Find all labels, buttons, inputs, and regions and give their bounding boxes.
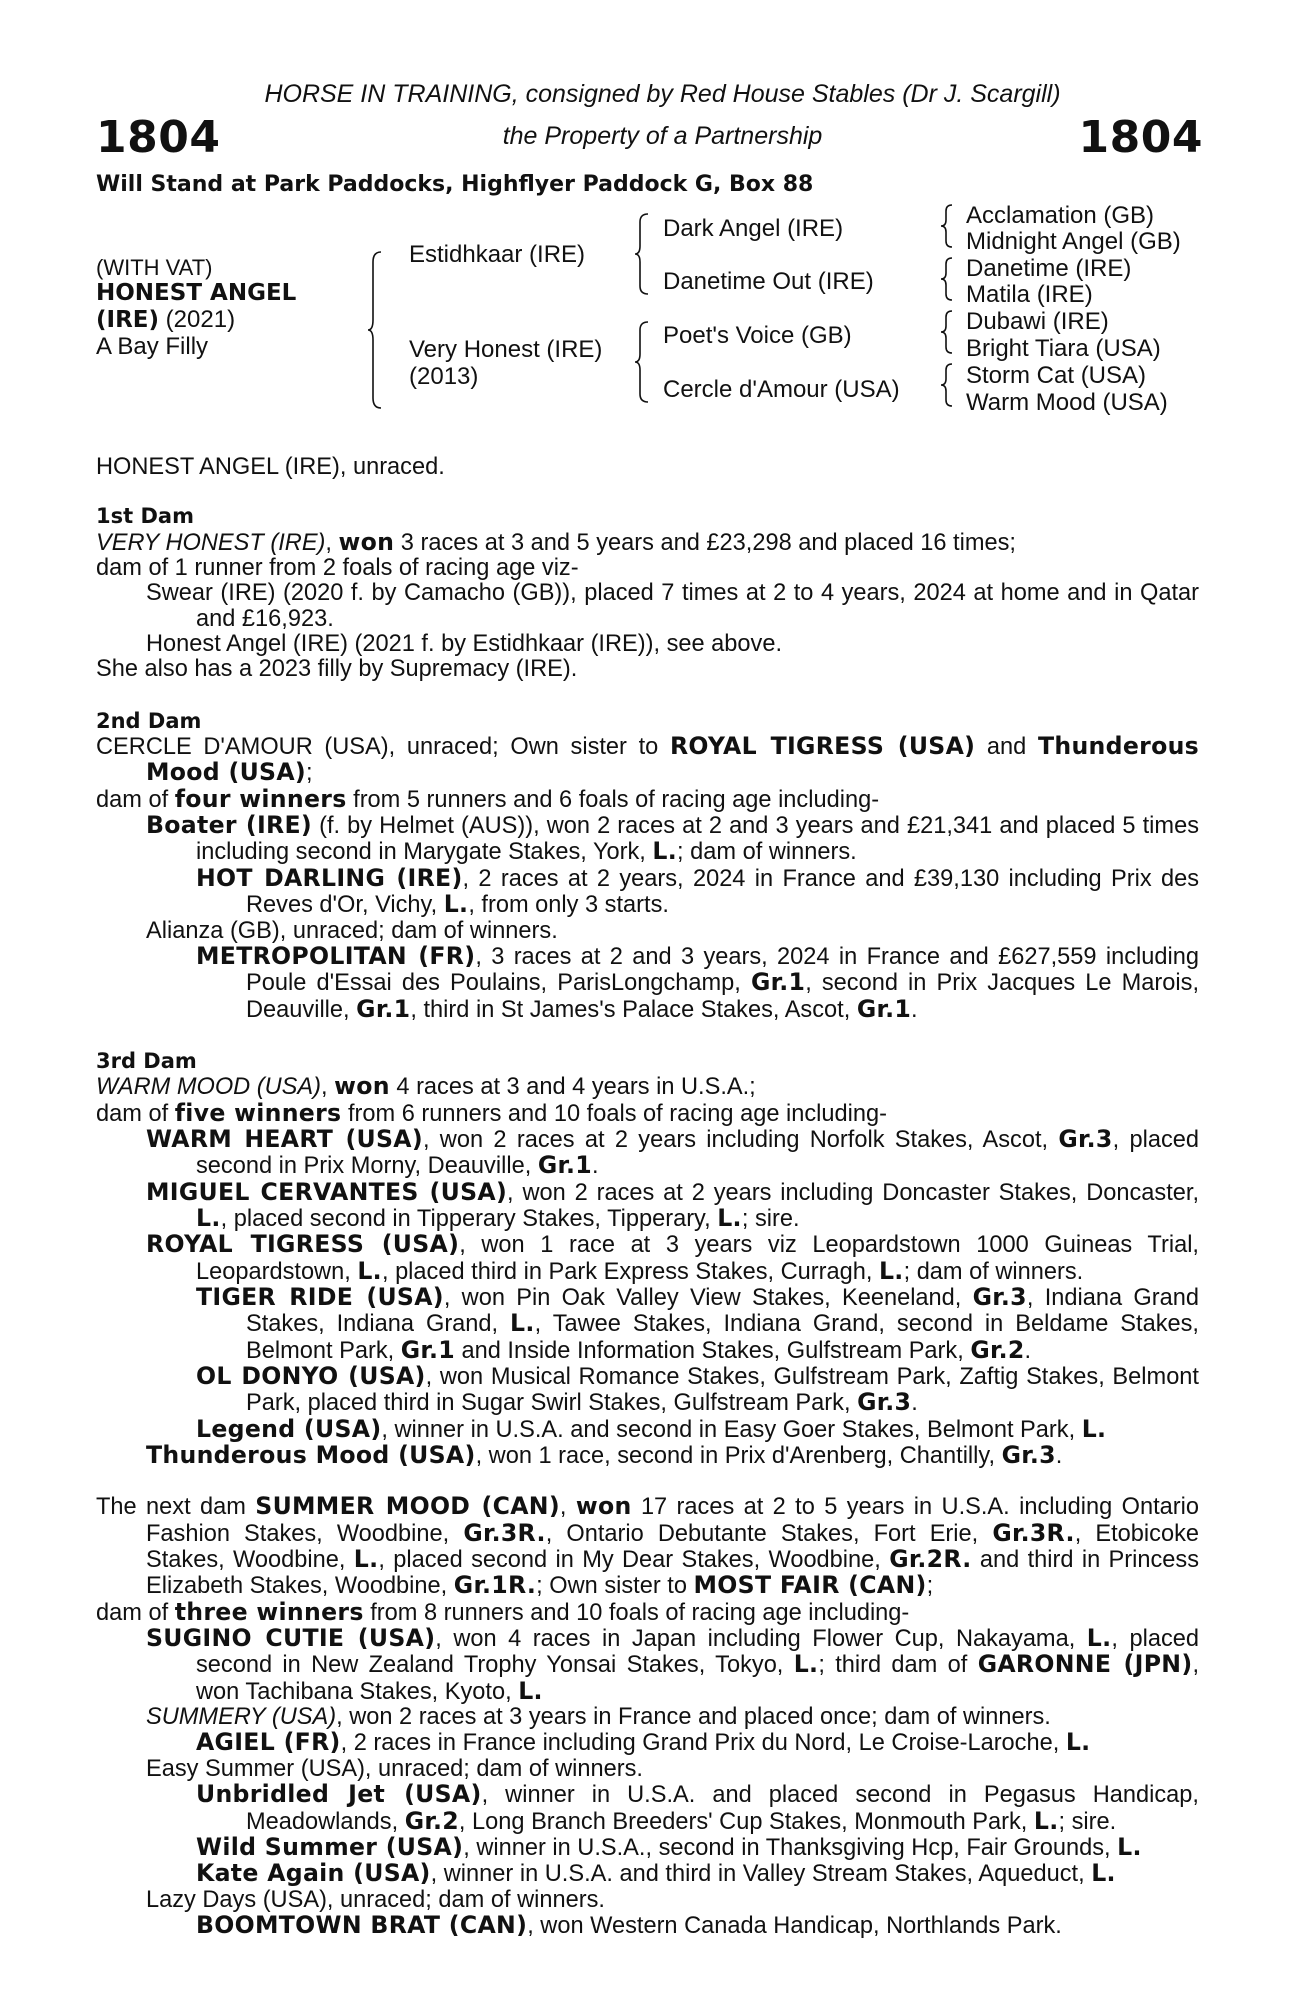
produce-entry — [96, 1910, 1199, 1939]
pedigree-brace-g3 — [940, 309, 954, 355]
produce-entry — [96, 1832, 1199, 1861]
horse-name: SUMMER MOOD (CAN) — [255, 1492, 560, 1521]
produce-entry — [96, 1861, 1199, 1887]
horse-country: (IRE) — [96, 307, 160, 333]
text: , won Western Canada Handicap, Northlands Park. — [527, 1912, 1062, 1939]
pedigree-dam-year: (2013) — [409, 363, 479, 390]
produce-entry — [96, 1414, 1199, 1443]
race-grade: L. — [443, 890, 469, 919]
race-grade: Gr.1 — [750, 968, 806, 997]
spacer — [96, 1469, 1199, 1494]
text: (f. by Helmet (AUS)), won 2 races at 2 and 3 years and £21,341 and placed 5 times including second in Marygate Stakes, York, — [196, 813, 1199, 866]
produce-entry — [96, 1443, 1199, 1469]
first-dam-heading: 1st Dam — [96, 504, 194, 529]
race-grade: Gr.1 — [856, 994, 912, 1023]
text: , 2 races at 2 years, 2024 in France and £39,130 including Prix des Reves d'Or, Vichy, — [246, 865, 1199, 919]
produce-entry — [96, 1364, 1199, 1417]
horse-description: A Bay Filly — [96, 333, 209, 360]
horse-name: Thunderous Mood (USA) — [146, 732, 1200, 787]
horse-name: MIGUEL CERVANTES (USA) — [146, 1177, 508, 1206]
text: ; Own sister to — [536, 1573, 694, 1600]
horse-name: Kate Again (USA) — [196, 1859, 431, 1888]
horse-name: TIGER RIDE (USA) — [196, 1282, 444, 1311]
catalogue-body — [96, 455, 1199, 1939]
text: , Indiana Grand Stakes, Indiana Grand, — [246, 1284, 1199, 1338]
produce-entry — [96, 813, 1199, 866]
text: , placed second in Prix Morny, Deauville, — [196, 1126, 1200, 1180]
text: , winner in U.S.A. and second in Easy Goer Stakes, Belmont Park, — [381, 1416, 1082, 1443]
text: and — [975, 734, 1038, 761]
produce-entry: Lazy Days (USA), unraced; dam of winners. — [146, 1886, 605, 1913]
produce-entry — [96, 1124, 1200, 1180]
pedigree-g6: Bright Tiara (USA) — [966, 335, 1161, 362]
horse-name: WARM HEART (USA) — [146, 1124, 423, 1153]
text: 4 races at 3 and 4 years in U.S.A.; — [389, 1074, 756, 1101]
produce-entry — [96, 1782, 1199, 1835]
dam-name: WARM MOOD (USA) — [96, 1074, 322, 1101]
race-grade: L. — [1086, 1624, 1112, 1653]
text: The next dam — [96, 1494, 256, 1521]
text: , — [321, 1074, 335, 1101]
second-dam-record — [96, 734, 1199, 787]
text: , winner in U.S.A., second in Thanksgiving Hcp, Fair Grounds, — [463, 1834, 1118, 1861]
text: . — [911, 996, 918, 1023]
produce-entry: Honest Angel (IRE) (2021 f. by Estidhkaar (IRE)), see above. — [146, 631, 783, 658]
text: , placed third in Park Express Stakes, Curragh, — [381, 1258, 879, 1285]
race-grade: L. — [357, 1256, 382, 1285]
text: . — [592, 1153, 599, 1180]
text: , Tawee Stakes, Indiana Grand, second in Beldame Stakes, Belmont Park, — [246, 1311, 1199, 1364]
pedigree-brace-g4 — [940, 362, 954, 408]
next-dam-produce-summary — [96, 1597, 1199, 1626]
horse-name: Boater (IRE) — [146, 811, 313, 840]
race-grade: Gr.2R. — [889, 1545, 972, 1574]
race-grade: Gr.1 — [356, 994, 411, 1023]
text: , second in Prix Jacques Le Marois, Deauville, — [246, 970, 1199, 1023]
third-dam-heading: 3rd Dam — [96, 1048, 197, 1073]
second-dam-produce-summary — [96, 784, 1199, 813]
race-grade: L. — [1081, 1414, 1107, 1443]
pedigree-dam: Very Honest (IRE) — [409, 336, 603, 363]
next-dam-record — [96, 1494, 1199, 1599]
text: , third in St James's Palace Stakes, Ascot, — [410, 996, 857, 1023]
race-grade: Gr.3 — [1058, 1124, 1113, 1153]
pedigree-sire-dam: Danetime Out (IRE) — [663, 268, 874, 295]
text: ; third dam of — [818, 1652, 978, 1679]
text: , won 1 race, second in Prix d'Arenberg, Chantilly, — [475, 1443, 1002, 1470]
race-grade: Gr.1R. — [453, 1571, 537, 1600]
stand-location: Will Stand at Park Paddocks, Highflyer Paddock G, Box 88 — [96, 172, 814, 197]
pedigree-brace-sire — [634, 212, 650, 296]
winners-count: four winners — [174, 784, 347, 813]
property-line: the Property of a Partnership — [502, 122, 823, 150]
text: , won Musical Romance Stakes, Gulfstream Park, Zaftig Stakes, Belmont Park, placed third in Sugar Swirl Stakes, Gulfstream Park, — [246, 1364, 1199, 1417]
race-grade: L. — [1091, 1859, 1116, 1888]
text: ; dam of winners. — [903, 1258, 1084, 1285]
horse-name: Legend (USA) — [196, 1414, 382, 1443]
race-grade: Gr.3 — [857, 1388, 912, 1417]
produce-entry — [96, 863, 1199, 919]
text: , 2 races in France including Grand Prix du Nord, Le Croise-Laroche, — [340, 1730, 1066, 1757]
text: from 6 runners and 10 foals of racing age including- — [341, 1100, 888, 1127]
consignment-line: HORSE IN TRAINING, consigned by Red House Stables (Dr J. Scargill) — [264, 80, 1061, 108]
race-grade: Gr.3R. — [463, 1518, 546, 1547]
vat-label: (WITH VAT) — [96, 255, 213, 280]
produce-entry — [96, 941, 1199, 1023]
pedigree-g8: Warm Mood (USA) — [966, 389, 1168, 416]
won-label: won — [338, 527, 395, 556]
winners-count: five winners — [174, 1098, 342, 1127]
horse-name: HOT DARLING (IRE) — [196, 863, 463, 892]
produce-entry — [96, 1705, 1199, 1730]
produce-entry — [96, 1177, 1200, 1233]
summary-line: HONEST ANGEL (IRE), unraced. — [96, 454, 445, 480]
first-dam-record — [96, 527, 1199, 556]
text: , — [559, 1494, 576, 1521]
second-dam-heading: 2nd Dam — [96, 708, 202, 733]
pedigree-brace-g2 — [940, 256, 954, 302]
text: ; — [305, 760, 313, 787]
text: , won 2 races at 3 years in France and placed once; dam of winners. — [336, 1704, 1051, 1731]
text: dam of — [96, 1100, 175, 1127]
third-dam-record — [96, 1074, 1199, 1100]
won-label: won — [334, 1072, 390, 1101]
horse-year: (2021) — [159, 306, 236, 333]
text: , Long Branch Breeders' Cup Stakes, Monmouth Park, — [458, 1808, 1034, 1835]
text: , placed second in New Zealand Trophy Yonsai Stakes, Tokyo, — [196, 1626, 1199, 1679]
race-grade: L. — [196, 1203, 221, 1232]
race-grade: L. — [1033, 1806, 1059, 1835]
horse-name: ROYAL TIGRESS (USA) — [146, 1230, 460, 1259]
horse-name: Unbridled Jet (USA) — [196, 1780, 482, 1809]
pedigree-g4: Matila (IRE) — [966, 281, 1093, 308]
text: CERCLE D'AMOUR (USA), unraced; Own sister to — [96, 734, 670, 761]
horse-name: BOOMTOWN BRAT (CAN) — [196, 1910, 528, 1939]
race-grade: L. — [717, 1203, 742, 1232]
horse-name: SUGINO CUTIE (USA) — [146, 1624, 436, 1653]
race-grade: L. — [878, 1256, 904, 1285]
race-grade: L. — [1117, 1832, 1142, 1861]
race-grade: L. — [1065, 1728, 1091, 1757]
pedigree-g1: Acclamation (GB) — [966, 202, 1155, 229]
text: 17 races at 2 to 5 years in U.S.A. including Ontario Fashion Stakes, Woodbine, — [146, 1494, 1199, 1547]
race-grade: L. — [793, 1650, 819, 1679]
third-dam-produce-summary — [96, 1098, 1199, 1127]
horse-name: GARONNE (JPN) — [977, 1650, 1193, 1679]
won-label: won — [575, 1492, 632, 1521]
horse-name: SUMMERY (USA) — [146, 1704, 337, 1731]
winners-count: three winners — [174, 1597, 364, 1626]
pedigree-sire-sire: Dark Angel (IRE) — [663, 215, 844, 242]
text: , won 2 races at 2 years including Norfolk Stakes, Ascot, — [422, 1126, 1059, 1153]
text: ; — [926, 1573, 934, 1600]
text: 3 races at 3 and 5 years and £23,298 and placed 16 times; — [394, 529, 1016, 556]
text: from 8 runners and 10 foals of racing age including- — [363, 1599, 910, 1626]
pedigree-brace-g1 — [940, 203, 954, 249]
produce-entry: Swear (IRE) (2020 f. by Camacho (GB)), placed 7 times at 2 to 4 years, 2024 at home and in Qatar and £16,923. — [146, 580, 1199, 632]
text: . — [1055, 1443, 1063, 1470]
text: and Inside Information Stakes, Gulfstream Park, — [454, 1337, 971, 1364]
produce-entry: Easy Summer (USA), unraced; dam of winners. — [146, 1755, 643, 1782]
text: , won 1 race at 3 years viz Leopardstown 1000 Guineas Trial, Leopardstown, — [196, 1232, 1199, 1285]
text: , winner in U.S.A. and third in Valley Stream Stakes, Aqueduct, — [430, 1861, 1092, 1888]
dam-name: VERY HONEST (IRE) — [96, 529, 326, 556]
race-grade: Gr.1 — [400, 1335, 455, 1364]
text: , won Tachibana Stakes, Kyoto, — [196, 1652, 1199, 1705]
text: ; dam of winners. — [677, 839, 857, 866]
horse-name: Wild Summer (USA) — [196, 1832, 464, 1861]
text: , won Pin Oak Valley View Stakes, Keeneland, — [443, 1284, 973, 1311]
pedigree-g3: Danetime (IRE) — [966, 255, 1132, 282]
text: , 3 races at 2 and 3 years, 2024 in France and £627,559 including Poule d'Essai des Poulains, ParisLongchamp, — [246, 943, 1199, 997]
pedigree-sire: Estidhkaar (IRE) — [409, 241, 586, 268]
text: dam of — [96, 786, 175, 813]
race-grade: Gr.3 — [1001, 1441, 1056, 1470]
produce-entry — [96, 1730, 1199, 1756]
text: , from only 3 starts. — [468, 892, 669, 919]
horse-name: AGIEL (FR) — [196, 1728, 341, 1757]
horse-name: OL DONYO (USA) — [196, 1362, 426, 1390]
horse-name: HONEST ANGEL — [96, 280, 297, 306]
text: , Etobicoke Stakes, Woodbine, — [146, 1520, 1199, 1574]
horse-name: MOST FAIR (CAN) — [693, 1571, 927, 1600]
produce-entry: Alianza (GB), unraced; dam of winners. — [146, 917, 558, 944]
race-grade: Gr.3 — [972, 1282, 1027, 1311]
text: , winner in U.S.A. and placed second in Pegasus Handicap, Meadowlands, — [246, 1782, 1199, 1835]
pedigree-g2: Midnight Angel (GB) — [966, 228, 1181, 255]
race-grade: L. — [652, 837, 678, 866]
text: , — [325, 529, 339, 556]
text: . — [1024, 1337, 1032, 1364]
pedigree-dam-sire: Poet's Voice (GB) — [663, 322, 852, 349]
lot-number-left: 1804 — [96, 112, 221, 163]
text: , won 2 races at 2 years including Doncaster Stakes, Doncaster, — [507, 1179, 1200, 1206]
text: , placed second in Tipperary Stakes, Tipperary, — [220, 1205, 718, 1232]
pedigree-dam-dam: Cercle d'Amour (USA) — [663, 376, 900, 403]
text: . — [911, 1390, 918, 1417]
text: , placed second in My Dear Stakes, Woodbine, — [378, 1547, 890, 1574]
race-grade: Gr.2 — [404, 1806, 459, 1835]
text: from 5 runners and 6 foals of racing age including- — [346, 786, 880, 813]
text: dam of — [96, 1599, 175, 1626]
pedigree-g7: Storm Cat (USA) — [966, 362, 1147, 389]
lot-number-right: 1804 — [1078, 112, 1203, 163]
first-dam-produce-summary: dam of 1 runner from 2 foals of racing age viz- — [96, 555, 579, 582]
pedigree-brace-dam — [634, 320, 650, 404]
race-grade: Gr.3R. — [992, 1518, 1075, 1547]
pedigree-g5: Dubawi (IRE) — [966, 308, 1109, 335]
text: , Ontario Debutante Stakes, Fort Erie, — [545, 1520, 993, 1547]
horse-name: METROPOLITAN (FR) — [196, 941, 476, 970]
text: ; sire. — [1058, 1808, 1117, 1835]
race-grade: L. — [510, 1309, 535, 1338]
horse-name: Thunderous Mood (USA) — [146, 1441, 476, 1470]
text: ; sire. — [741, 1205, 800, 1232]
produce-entry — [96, 1626, 1199, 1705]
horse-origin-year — [96, 306, 235, 334]
pedigree-brace-main — [367, 250, 383, 410]
race-grade: Gr.1 — [537, 1151, 593, 1180]
horse-name: ROYAL TIGRESS (USA) — [669, 732, 976, 761]
race-grade: Gr.2 — [970, 1335, 1025, 1364]
produce-note: She also has a 2023 filly by Supremacy (IRE). — [96, 656, 578, 683]
race-grade: L. — [353, 1545, 379, 1574]
produce-entry — [96, 1232, 1199, 1285]
text: and third in Princess Elizabeth Stakes, Woodbine, — [146, 1547, 1200, 1600]
text: , won 4 races in Japan including Flower Cup, Nakayama, — [435, 1626, 1087, 1653]
produce-entry — [96, 1282, 1199, 1364]
race-grade: L. — [518, 1676, 543, 1705]
